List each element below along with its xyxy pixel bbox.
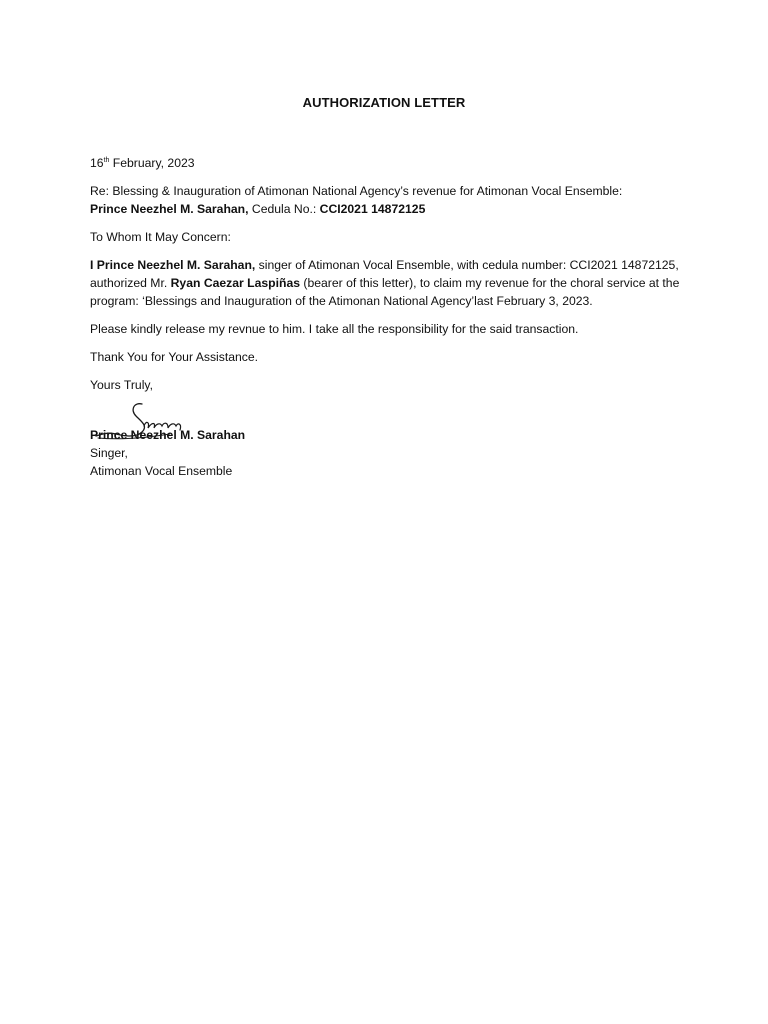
signatory-organization: Atimonan Vocal Ensemble bbox=[90, 464, 233, 478]
date-rest: February, 2023 bbox=[109, 156, 195, 170]
body-part-3: , to claim my revenue for the choral service at the program: ‘Blessings and Inauguration of the Atimonan National Agency’last February 3, 2023. bbox=[90, 276, 680, 308]
request-paragraph: Please kindly release my revnue to him. I take all the responsibility for the said transaction. bbox=[90, 322, 579, 336]
signatory-name: Prince Neezhel M. Sarahan bbox=[90, 428, 246, 442]
letter-date bbox=[90, 154, 680, 172]
body-paragraph bbox=[90, 256, 680, 310]
date-day: 16 bbox=[90, 156, 104, 170]
body-part-1: singer of Atimonan Vocal Ensemble, with cedula number: CCI2021 14872125, authorized Mr. bbox=[90, 258, 679, 290]
body-part-2: (bearer of this letter) bbox=[300, 276, 414, 290]
body-name: I Prince Neezhel M. Sarahan, bbox=[90, 258, 256, 272]
closing-line: Yours Truly, bbox=[90, 378, 153, 392]
subject-text: Re: Blessing & Inauguration of Atimonan National Agency’s revenue for Atimonan Vocal Ensemble: bbox=[90, 184, 623, 198]
handwritten-signature bbox=[90, 400, 215, 446]
subject-cedula-number: CCI2021 14872125 bbox=[319, 202, 426, 216]
salutation: To Whom It May Concern: bbox=[90, 230, 231, 244]
thanks-line: Thank You for Your Assistance. bbox=[90, 350, 259, 364]
date-suffix: th bbox=[103, 157, 110, 164]
letter-title: AUTHORIZATION LETTER bbox=[302, 95, 466, 110]
subject-line bbox=[90, 182, 680, 218]
signatory-position: Singer, bbox=[90, 446, 128, 460]
subject-name: Prince Neezhel M. Sarahan, bbox=[90, 202, 249, 216]
signature-block bbox=[90, 404, 680, 480]
letter-content bbox=[90, 154, 680, 480]
subject-cedula-label: Cedula No.: bbox=[248, 202, 320, 216]
bearer-name: Ryan Caezar Laspiñas bbox=[170, 276, 301, 290]
